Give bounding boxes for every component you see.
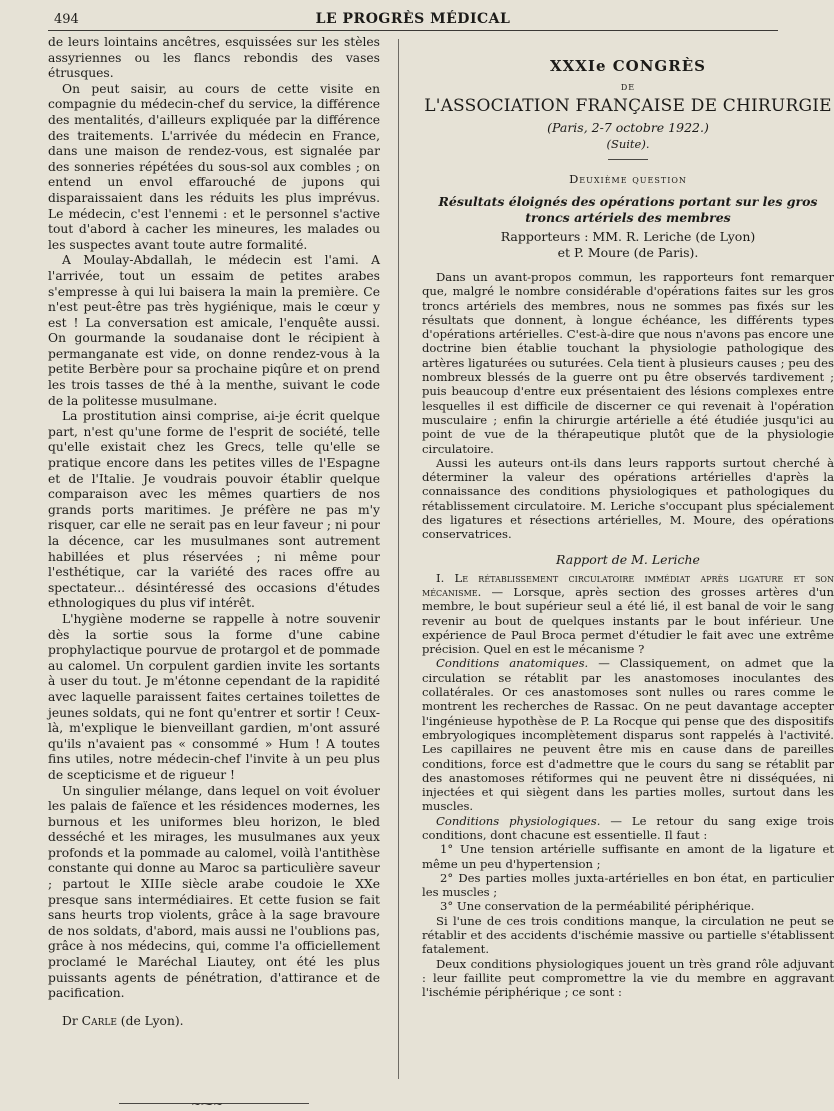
closing-paragraph: Deux conditions physiologiques jouent un très grand rôle adjuvant : leur faillite peut compromettre la vie du membre en aggravant l'ischémie périphérique ; ce sont : xyxy=(422,956,834,1000)
section-1-paragraph xyxy=(422,571,834,657)
rapporteurs-line-1: Rapporteurs : MM. R. Leriche (de Lyon) xyxy=(500,229,756,244)
rapporteurs-line-2: et P. Moure (de Paris). xyxy=(557,244,699,260)
left-paragraph: A Moulay-Abdallah, le médecin est l'ami. A l'arrivée, tout un essaim de petites arabes s'empresse à qui lui baisera la main la première. Ce n'est peut-être pas très hygiénique, mais le cœur y est ! La conversation est amicale, l'enquête aussi. On gourmande la soudanaise dont le récipient à permanganate est vide, on donne rendez-vous à la petite Berbère pour sa prochaine piqûre et on prend les trois tasses de thé à la menthe, suivant le code de la politesse musulmane. xyxy=(48,253,380,408)
condition-item: 1° Une tension artérielle suffisante en amont de la ligature et même un peu d'hypertension ; xyxy=(422,842,834,871)
section-1-text: — Lorsque, après section des grosses artères d'un membre, le bout supérieur seul a été lié, il est banal de voir le sang revenir au bout de quelques instants par le bout inférieur. Une expérience de Paul Broca permet d'étudier le fait avec une extrême précision. Quel en est le mécanisme ? xyxy=(422,584,834,657)
report-heading: Rapport de M. Leriche xyxy=(556,551,700,567)
anatomical-title: Conditions anatomiques. xyxy=(436,656,589,671)
page-header xyxy=(48,8,778,31)
author-signature xyxy=(48,1014,380,1030)
signature-name: Carle xyxy=(81,1013,117,1028)
conditions-list xyxy=(422,842,834,913)
congress-heading: XXXIe CONGRÈS xyxy=(550,57,706,75)
heading-divider xyxy=(608,159,648,160)
association-heading: L'ASSOCIATION FRANÇAISE DE CHIRURGIE xyxy=(424,96,832,116)
flourish-ornament-icon: ~⁓~ xyxy=(191,1097,224,1111)
question-heading: Deuxième question xyxy=(569,172,687,186)
right-column xyxy=(422,35,834,1000)
condition-item: 3° Une conservation de la perméabilité périphérique. xyxy=(440,899,755,914)
physiological-title: Conditions physiologiques. xyxy=(436,813,601,828)
closing-paragraph: Si l'une de ces trois conditions manque, la circulation ne peut se rétablir et des accidents d'ischémie massive ou partielle s'établissent fatalement. xyxy=(422,913,834,957)
intro-paragraph: Dans un avant-propos commun, les rapporteurs font remarquer que, malgré le nombre considérable d'opérations faites sur les gros troncs artériels des membres, nous ne sommes pas fixés sur les résultats que donnent, à longue échéance, les différents types d'opérations artérielles. C'est-à-dire que nous n'avons pas encore une doctrine bien établie touchant la physiologie pathologique des artères ligaturées ou suturées. Cela tient à plusieurs causes ; peu des nombreux blessés de la guerre ont pu être observés tardivement ; puis beaucoup d'entre eux présentaient des lésions complexes entre lesquelles il est difficile de discerner ce qui revenait à l'opération musculaire ; enfin la chirurgie artérielle a été étudiée jusqu'ici au point de vue de la thérapeutique plutôt que de la physiologie circulatoire. xyxy=(422,270,834,456)
left-paragraph: de leurs lointains ancêtres, esquissées sur les stèles assyriennes ou les flancs rebondis des vases étrusques. xyxy=(48,35,380,81)
intro-paragraph: Aussi les auteurs ont-ils dans leurs rapports surtout cherché à déterminer la valeur des opérations artérielles d'après la connaissance des conditions physiologiques et pathologiques du rétablissement circulatoire. M. Leriche s'occupant plus spécialement des ligatures et résections artérielles, M. Moure, des opérations conservatrices. xyxy=(422,455,834,542)
left-paragraph: La prostitution ainsi comprise, ai-je écrit quelque part, n'est qu'une forme de l'esprit de société, telle qu'elle existait chez les Grecs, telle qu'elle se pratique encore dans les petites villes de l'Espagne et de l'Italie. Je voudrais pouvoir établir quelque comparaison avec les mêmes quartiers de nos grands ports maritimes. Je préfère ne pas m'y risquer, car elle ne serait pas en leur faveur ; ni pour la décence, car les musulmanes sont autrement habillées et plus réservées ; ni même pour l'esthétique, car la variété des races offre au spectateur... désintéressé des occasions d'études ethnologiques du plus vif intérêt. xyxy=(48,409,380,611)
anatomical-text: — Classiquement, on admet que la circulation se rétablit par les anastomoses inoculantes des collatérales. Or ces anastomoses sont nulles ou rares comme le montrent les recherches de Rassac. On ne peut davantage accepter l'ingénieuse hypothèse de P. La Rocque qui pense que des dispositifs embryologiques incomplètement disparus sont rappelés à l'activité. Les capillaires ne peuvent être mis en cause dans de pareilles conditions, force est d'admettre que le cours du sang se rétablit par des anastomoses rétiformes qui ne peuvent être ni disséquées, ni injectées et qui siègent dans les parties molles, surtout dans les muscles. xyxy=(422,656,834,814)
condition-item: 2° Des parties molles juxta-artérielles en bon état, en particulier les muscles ; xyxy=(422,870,834,900)
congress-dates: (Paris, 2-7 octobre 1922.) xyxy=(547,120,709,135)
signature-title: Dr xyxy=(62,1013,82,1028)
end-of-article-rule xyxy=(119,1097,309,1111)
physiological-paragraph xyxy=(422,814,834,843)
section-1-title: I. Le rétablissement circulatoire immédiat après ligature et son mécanisme. xyxy=(422,570,834,599)
continuation-note: (Suite). xyxy=(606,137,650,151)
left-paragraph: L'hygiène moderne se rappelle à notre souvenir dès la sortie sous la forme d'une cabine prophylactique pourvue de protargol et de pommade au calomel. Un corpulent gardien invite les sortants à user du tout. Je m'étonne cependant de la rapidité avec laquelle paraissent faites certaines toilettes de jeunes soldats, qui ne font qu'entrer et sortir ! Ceux-là, m'explique le bienveillant gardien, m'ont assuré qu'ils n'avaient pas « consommé » Hum ! A toutes fins utiles, notre médecin-chef l'invite à un peu plus de scepticisme et de rigueur ! xyxy=(48,611,380,782)
congress-de: DE xyxy=(620,83,636,92)
running-title: LE PROGRÈS MÉDICAL xyxy=(315,11,511,27)
signature-place: (de Lyon). xyxy=(116,1013,184,1028)
page-number: 494 xyxy=(54,12,79,27)
column-divider xyxy=(398,39,399,1079)
left-paragraph: On peut saisir, au cours de cette visite en compagnie du médecin-chef du service, la différence des mentalités, d'ailleurs expliquée par la différence des traitements. L'arrivée du médecin en France, dans une maison de rendez-vous, est signalée par des sonneries répétées du sous-sol aux combles ; on entend un envol effarouché de jupons qui disparaissaient dans les réduits les plus imprévus. Le médecin, c'est l'ennemi : et le personnel s'active tout d'abord à cacher les mineures, les malades ou les suspectes avant toute autre formalité. xyxy=(48,81,380,252)
physiological-text: — Le retour du sang exige trois conditions, dont chacune est essentielle. Il faut : xyxy=(422,813,834,842)
left-paragraph: Un singulier mélange, dans lequel on voit évoluer les palais de faïence et les résidences modernes, les burnous et les uniformes bleu horizon, le bled desséché et les mirages, les musulmanes aux yeux profonds et la pommade au calomel, voilà l'antithèse constante qui donne au Maroc sa particulière saveur ; partout le XIIIe siècle arabe coudoie le XXe presque sans intermédiaires. Et cette fusion se fait sans heurts trop violents, grâce à la sage bravoure de nos soldats, d'abord, mais aussi ne l'oublions pas, grâce à nos médecins, qui, comme l'a officiellement proclamé le Maréchal Liautey, ont été les plus puissants agents de pénétration, d'attirance et de pacification. xyxy=(48,783,380,1001)
anatomical-paragraph xyxy=(422,656,834,813)
topic-title: Résultats éloignés des opérations portant sur les gros troncs artériels des membres xyxy=(438,194,818,225)
left-column xyxy=(48,35,380,1111)
